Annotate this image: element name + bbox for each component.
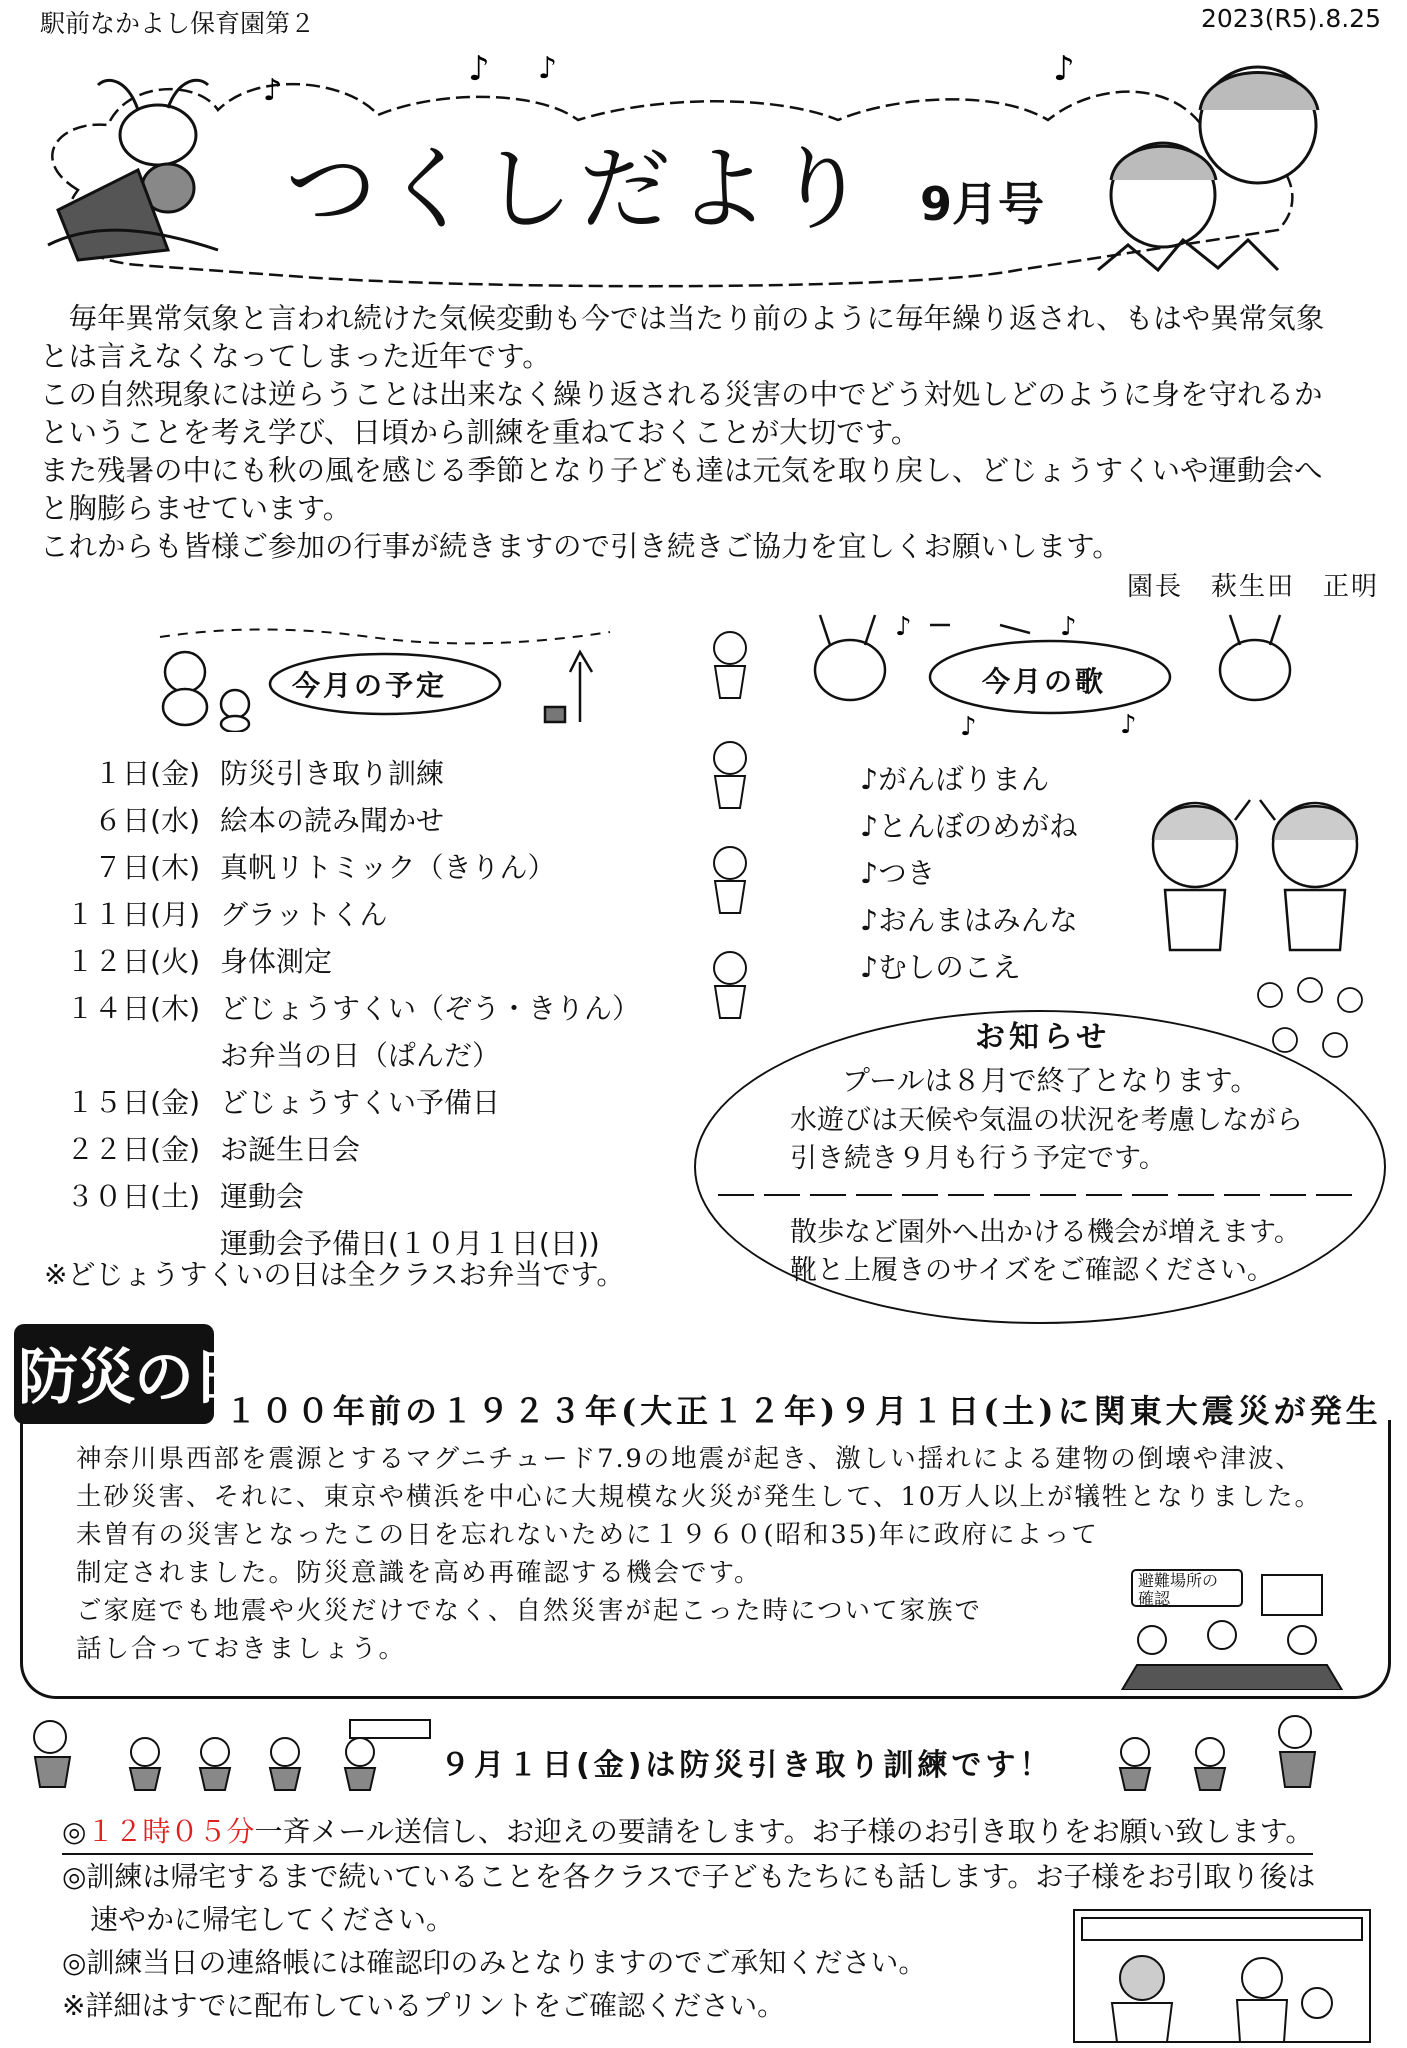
- disaster-line: ご家庭でも地震や火災だけでなく、自然災害が起こった時について家族で: [76, 1596, 982, 1626]
- evacuation-sign: 避難場所の確認: [1138, 1571, 1219, 1608]
- schedule-date: ３０日(土): [66, 1180, 200, 1213]
- notice-line: 靴と上履きのサイズをご確認ください。: [790, 1255, 1274, 1286]
- intro-line: ということを考え学び、日頃から訓練を重ねておくことが大切です。: [40, 416, 920, 449]
- schedule-event: お誕生日会: [220, 1133, 361, 1166]
- schedule-item: [60, 1079, 640, 1126]
- schedule-item: [60, 797, 640, 844]
- disaster-line: 話し合っておきましょう。: [76, 1634, 407, 1664]
- disaster-line: 制定されました。防災意識を高め再確認する機会です。: [76, 1558, 762, 1588]
- intro-line: 毎年異常気象と言われ続けた気候変動も今では当たり前のように毎年繰り返され、もはや異常気象: [40, 302, 1325, 335]
- children-exercising-illustration: [695, 608, 765, 1028]
- song-item: ♪むしのこえ: [860, 951, 1021, 984]
- schedule-item: [60, 1126, 640, 1173]
- schedule-item: [60, 1173, 640, 1220]
- svg-text:♪: ♪: [895, 612, 912, 642]
- kids-column-illustration: [695, 608, 765, 1028]
- schedule-event: 防災引き取り訓練: [220, 757, 445, 790]
- schedule-event: 絵本の読み聞かせ: [220, 804, 445, 837]
- svg-text:♪: ♪: [1053, 49, 1075, 89]
- svg-text:♪: ♪: [538, 51, 558, 86]
- schedule-event: どじょうすくい（ぞう・きりん）: [220, 992, 641, 1025]
- schedule-event: お弁当の日（ぱんだ）: [220, 1039, 501, 1072]
- drill-banner: ９月１日(金)は防災引き取り訓練です！: [440, 1748, 1054, 1783]
- song-item: ♪おんまはみんな: [860, 904, 1078, 937]
- svg-text:♪: ♪: [468, 49, 490, 89]
- schedule-event: どじょうすくい予備日: [220, 1086, 501, 1119]
- schedule-date: １１日(月): [66, 898, 200, 931]
- schedule-date: ２２日(金): [66, 1133, 200, 1166]
- schedule-list: [60, 750, 640, 1267]
- disaster-line: 神奈川県西部を震源とするマグニチュード7.9の地震が起き、激しい揺れによる建物の倒壊や津波、: [76, 1444, 1303, 1474]
- notice-line: 水遊びは天候や気温の状況を考慮しながら: [790, 1105, 1303, 1136]
- schedule-note: ※どじょうすくいの日は全クラスお弁当です。: [44, 1258, 625, 1291]
- schedule-date: １４日(木): [66, 992, 200, 1025]
- intro-line: また残暑の中にも秋の風を感じる季節となり子ども達は元気を取り戻し、どじょうすくいや運動会へ: [40, 454, 1323, 487]
- songs-heading: 今月の歌: [982, 665, 1107, 698]
- schedule-date: ７日(木): [94, 851, 200, 884]
- song-item: ♪がんばりまん: [860, 763, 1050, 796]
- pickup-illustration: [1072, 1908, 1372, 2044]
- drill-line-text: 一斉メール送信し、お迎えの要請をします。お子様のお引き取りをお願い致します。: [254, 1815, 1314, 1848]
- intro-line: とは言えなくなってしまった近年です。: [40, 340, 551, 373]
- schedule-item: [60, 844, 640, 891]
- school-name: 駅前なかよし保育園第２: [40, 9, 316, 38]
- drill-line: ◎訓練は帰宅するまで続いていることを各クラスで子どもたちにも話します。お子様をお引取り後は: [62, 1860, 1316, 1893]
- schedule-item: [60, 985, 640, 1032]
- issue-number: 9月号: [920, 177, 1045, 231]
- intro-line: この自然現象には逆らうことは出来なく繰り返される災害の中でどう対処しどのように身を守れるか: [40, 378, 1323, 411]
- drill-line: ◎訓練当日の連絡帳には確認印のみとなりますのでご承知ください。: [62, 1946, 927, 1979]
- issue-date: 2023(R5).8.25: [1200, 4, 1381, 33]
- schedule-item: [60, 891, 640, 938]
- kids-high-five-illustration: [1140, 780, 1370, 960]
- schedule-heading: 今月の予定: [292, 669, 448, 702]
- drill-line-marker: ◎: [62, 1815, 87, 1848]
- schedule-item: [60, 750, 640, 797]
- notice-line: 散歩など園外へ出かける機会が増えます。: [790, 1217, 1301, 1248]
- schedule-date: １５日(金): [66, 1086, 200, 1119]
- drill-line: ※詳細はすでに配布しているプリントをご確認ください。: [62, 1989, 786, 2022]
- schedule-date: ６日(水): [94, 804, 200, 837]
- schedule-item: [60, 938, 640, 985]
- disaster-day-logo-text: 防災の日: [18, 1343, 250, 1413]
- song-item: ♪とんぼのめがね: [860, 810, 1078, 843]
- svg-text:♪: ♪: [960, 712, 977, 740]
- intro-message: [40, 300, 1380, 566]
- notice-heading: お知らせ: [975, 1020, 1111, 1055]
- songs-list: [860, 756, 1078, 991]
- schedule-event: 真帆リトミック（きりん）: [220, 851, 556, 884]
- notice-divider: [718, 1186, 1358, 1198]
- high-five-illustration: [1140, 780, 1370, 960]
- song-item: ♪つき: [860, 857, 936, 890]
- drill-line: [62, 1810, 1313, 1855]
- schedule-date: １日(金): [94, 757, 200, 790]
- principal-signature: 園長 萩生田 正明: [1126, 572, 1379, 602]
- dotted-divider: [718, 1189, 1358, 1201]
- disaster-line: 未曽有の災害となったこの日を忘れないために１９６０(昭和35)年に政府によって: [76, 1520, 1099, 1550]
- disaster-line: 土砂災害、それに、東京や横浜を中心に大規模な火災が発生して、10万人以上が犠牲となりました。: [76, 1482, 1322, 1512]
- schedule-event: 運動会予備日(１０月１日(日)): [220, 1227, 600, 1260]
- pickup-time: １２時０５分: [86, 1815, 255, 1848]
- svg-text:♪: ♪: [263, 73, 283, 108]
- schedule-event: 運動会: [220, 1180, 305, 1213]
- newsletter-title: つくしだより: [285, 136, 874, 243]
- svg-text:♪: ♪: [1120, 710, 1137, 740]
- notice-line: プールは８月で終了となります。: [842, 1064, 1259, 1097]
- disaster-headline: １００年前の１９２３年(大正１２年)９月１日(土)に関東大震災が発生: [225, 1392, 1382, 1430]
- intro-line: と胸膨らませています。: [40, 492, 352, 525]
- svg-text:♪: ♪: [1060, 612, 1077, 642]
- drill-line: 速やかに帰宅してください。: [62, 1903, 455, 1936]
- schedule-event: 身体測定: [220, 945, 333, 978]
- schedule-date: １２日(火): [66, 945, 200, 978]
- schedule-event: グラットくん: [220, 898, 388, 931]
- parent-pickup-illustration: [1072, 1908, 1372, 2044]
- intro-line: これからも皆様ご参加の行事が続きますので引き続きご協力を宜しくお願いします。: [40, 530, 1121, 563]
- schedule-date: [60, 1032, 220, 1079]
- notice-line: 引き続き９月も行う予定です。: [790, 1143, 1166, 1174]
- schedule-item: [60, 1032, 640, 1079]
